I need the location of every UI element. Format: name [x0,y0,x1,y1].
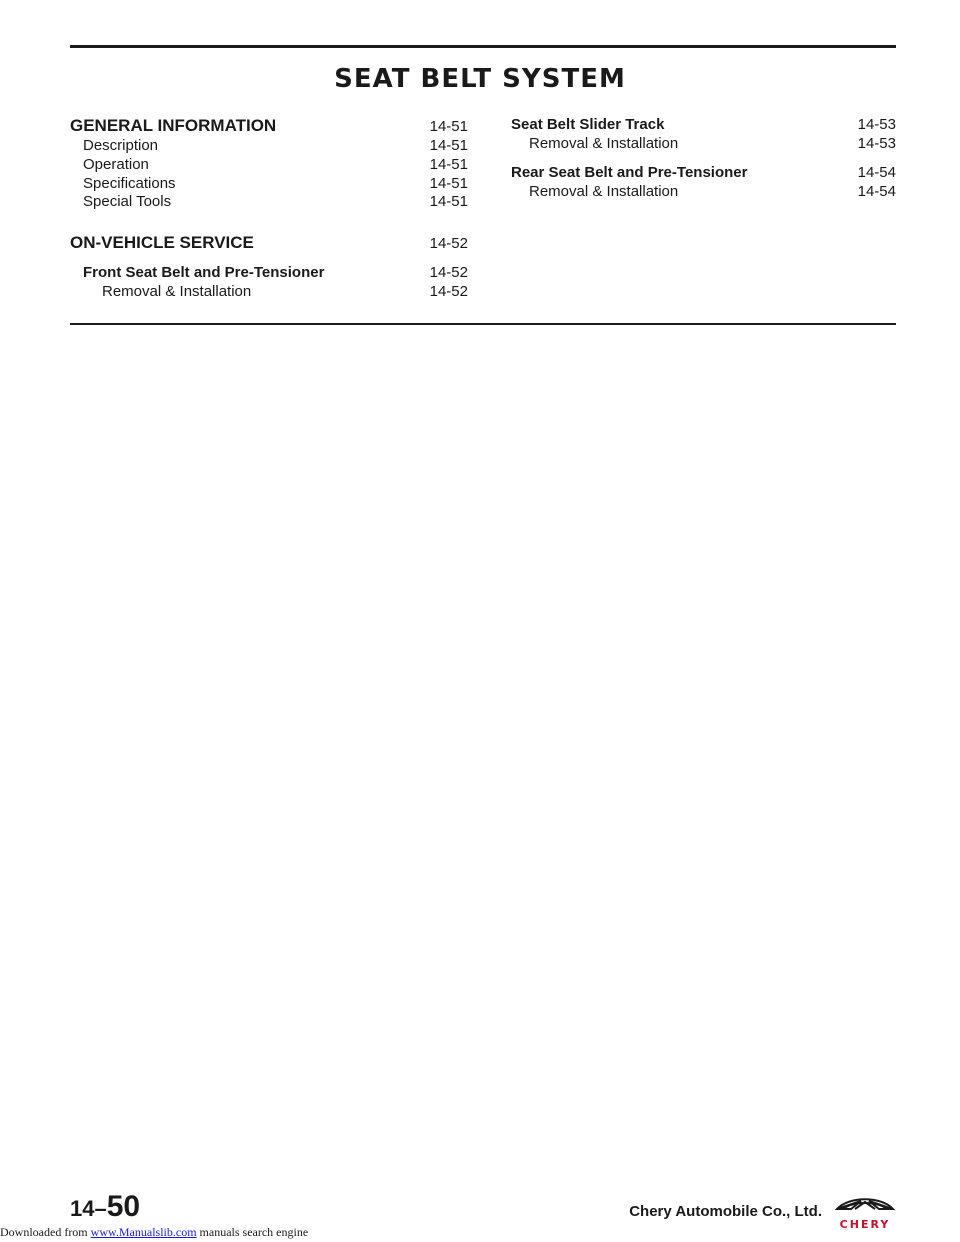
top-rule [70,45,896,48]
toc-item-removal-installation[interactable] [511,135,896,154]
toc-page-number: 14-51 [429,118,468,135]
chery-logo [833,1196,897,1230]
toc-left-column [70,116,468,302]
toc-item-label: Description [83,137,159,154]
toc-item-removal-installation[interactable] [70,283,468,302]
toc-item-removal-installation[interactable] [511,183,896,202]
toc-item-label: Removal & Installation [529,183,679,200]
bottom-rule [70,323,896,325]
toc-page-number: 14-54 [857,164,896,181]
toc-subsection-front-seat-belt[interactable] [70,264,468,283]
toc-item-specifications[interactable] [70,175,468,194]
toc-page-number: 14-54 [857,183,896,200]
toc-subsection-label: Rear Seat Belt and Pre-Tensioner [511,164,748,181]
toc-subsection-label: Seat Belt Slider Track [511,116,665,133]
toc-page-number: 14-51 [429,137,468,154]
toc-section-label: GENERAL INFORMATION [70,116,277,135]
chapter-prefix: 14– [70,1196,107,1221]
toc-item-label: Removal & Installation [529,135,679,152]
toc-page-number: 14-53 [857,116,896,133]
manualslib-link[interactable]: www.Manualslib.com [90,1225,197,1239]
toc-page-number: 14-51 [429,155,468,173]
toc-subsection-label: Front Seat Belt and Pre-Tensioner [83,264,325,282]
download-suffix: manuals search engine [196,1225,309,1239]
toc-page-number: 14-53 [857,135,896,152]
toc-item-description[interactable] [70,137,468,156]
toc-section-label: ON-VEHICLE SERVICE [70,233,254,253]
toc-item-label: Operation [83,155,149,173]
chery-logo-icon [833,1196,897,1230]
toc-item-label: Special Tools [83,193,172,211]
page-number-value: 50 [106,1190,141,1223]
chery-logo-text: CHERY [839,1218,891,1230]
toc-page-number: 14-51 [429,174,468,192]
toc-section-on-vehicle-service[interactable] [70,233,468,254]
toc-subsection-seat-belt-slider-track[interactable] [511,116,896,135]
toc-item-label: Removal & Installation [102,283,252,301]
download-prefix: Downloaded from [0,1225,91,1239]
toc-subsection-rear-seat-belt[interactable] [511,164,896,183]
toc-item-special-tools[interactable] [70,193,468,212]
toc-section-general-information[interactable] [70,116,468,137]
toc-right-column [511,116,896,202]
download-bar [0,1225,308,1242]
page-title: SEAT BELT SYSTEM [334,64,626,94]
toc-page-number: 14-52 [429,283,468,301]
toc-item-operation[interactable] [70,156,468,175]
toc-item-label: Specifications [83,174,176,192]
page-number [70,1190,140,1224]
toc-page-number: 14-52 [429,235,468,253]
company-name: Chery Automobile Co., Ltd. [629,1203,822,1220]
toc-page-number: 14-52 [429,264,468,282]
toc-page-number: 14-51 [429,193,468,211]
